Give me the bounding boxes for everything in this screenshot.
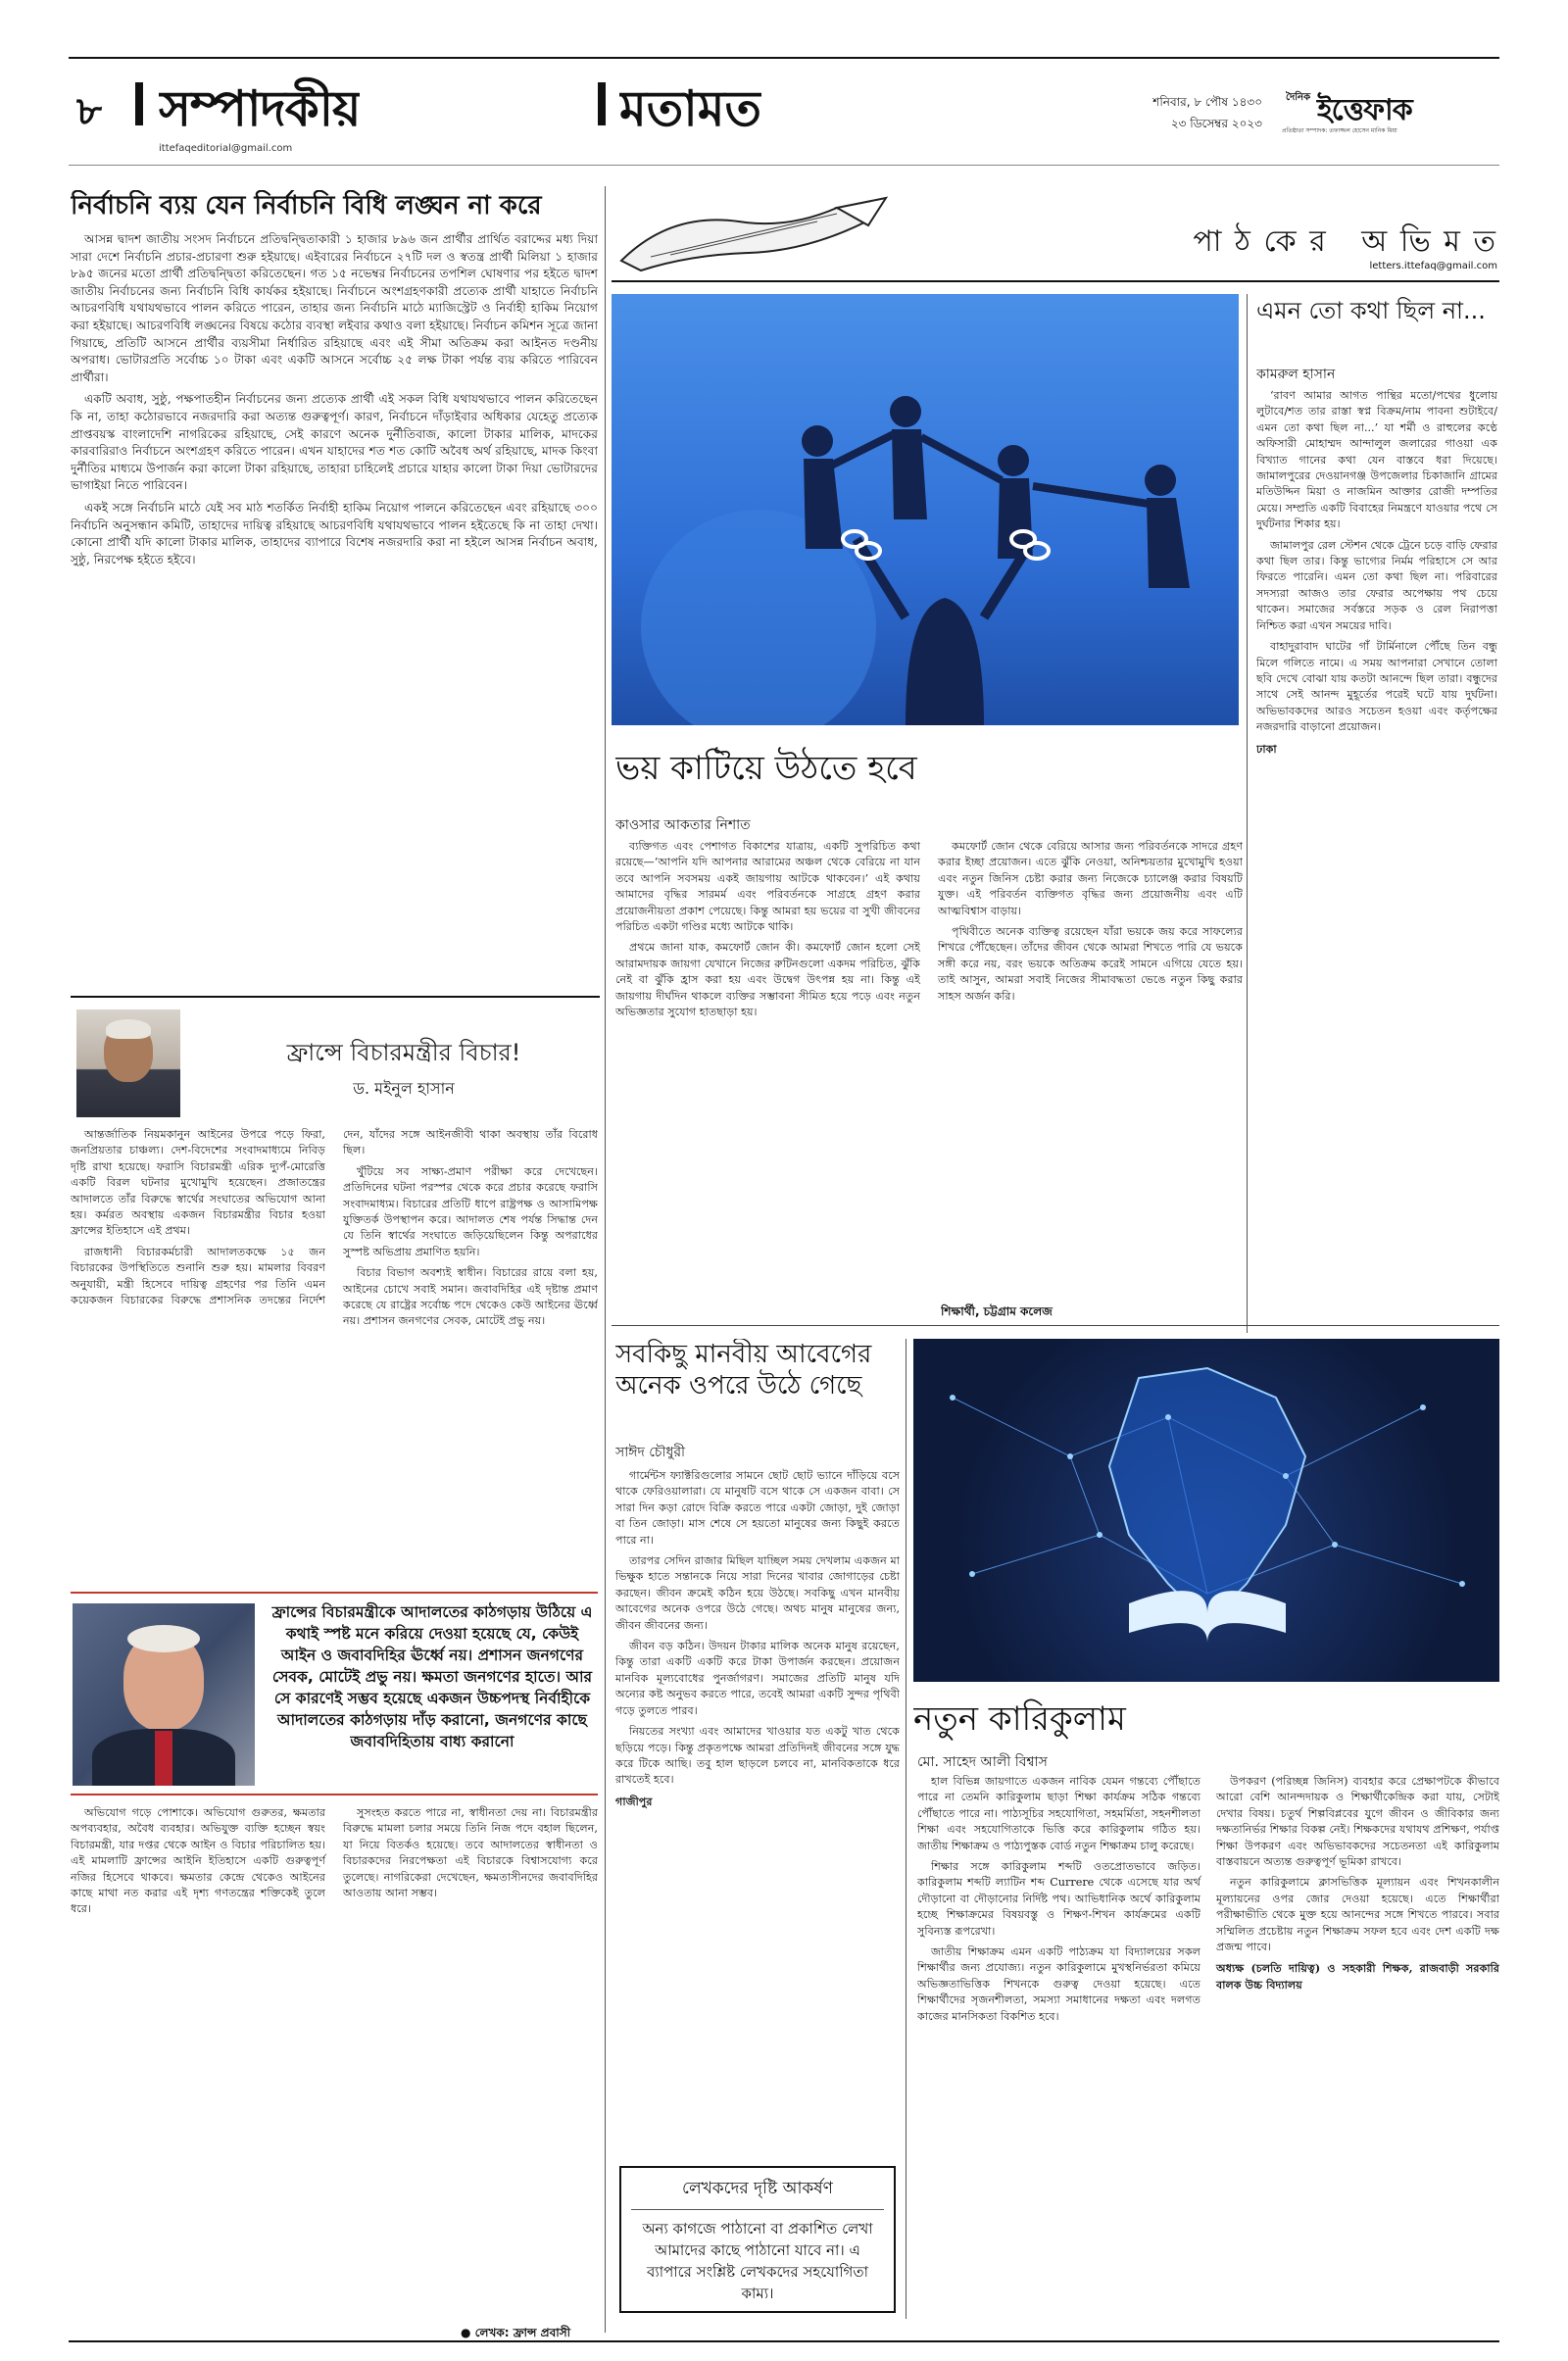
pathoker-header: পা ঠ কে র অ ভি ম ত — [1193, 224, 1497, 259]
curriculum-illustration — [913, 1339, 1499, 1682]
letter4-paragraph: উপকরণ (পরিচ্ছন্ন জিনিস) ব্যবহার করে প্রেক্ষাপটকে কীভাবে আরো বেশি আনন্দদায়ক ও শিক্ষার্থীকেন্দ্রিক করা যায়, সেটাই দেখার বিষয়। চতুর্থ শিল্পবিপ্লবের যুগে জীবন ও জীবিকার জন্য দক্ষতানির্ভর শিক্ষার বিকল্প নেই। শিক্ষকদের যথাযথ প্রশিক্ষণ, পর্যাপ্ত শিক্ষা উপকরণ এবং অভিভাবকদের সচেতনতা এই কারিকুলাম বাস্তবায়নে অত্যন্ত গুরুত্বপূর্ণ ভূমিকা রাখবে। — [1216, 1775, 1499, 1869]
letters-email: letters.ittefaq@gmail.com — [1369, 261, 1497, 271]
letter1-paragraph: পৃথিবীতে অনেক ব্যক্তিত্ব রয়েছেন যাঁরা ভয়কে জয় করে সাফল্যের শিখরে পৌঁছেছেন। তাঁদের জীবন থেকে আমরা শিখতে পারি যে ভয়কে সঙ্গী করে নয়, বরং ভয়কে অতিক্রম করেই সামনে এগিয়ে যেতে হয়। তাই আসুন, আমরা সবাই নিজের সীমাবদ্ধতা ভেঙে নতুন কিছু করার সাহস অর্জন করি। — [938, 925, 1243, 1003]
unity-illustration — [612, 294, 1239, 725]
letter2-paragraph: বাহাদুরাবাদ ঘাটের গাঁ টার্মিনালে পৌঁছে তিন বন্ধু মিলে গলিতে নামে। এ সময় আপনারা সেখানে তোলা ছবি দেখে বোঝা যায় কতটা আনন্দে ছিল তারা। বন্ধুদের সাথে সেই আনন্দ মুহূর্তের পরেই ঘটে যায় দুর্ঘটনা। অভিভাবকদের আরও সচেতন হওয়া এবং কর্তৃপক্ষের নজরদারি বাড়ানো প্রয়োজন। — [1256, 640, 1497, 734]
letter3-author: সাঈদ চৌধুরী — [615, 1445, 686, 1460]
letter2-paragraph: ‘রাবণ আমার আগত পান্থির মতো/পথের ধুলোয় লুটাবে/শত তার রাস্তা স্বপ্ন বিক্রম/নাম পাবনা শুটাইবে/এমন তো কথা ছিল না...’ যা শর্মী ও রাহুলের কণ্ঠে অফিসারী মোহাম্মদ আন্দালুল জলারের গাওয়া এক বিখ্যাত গানের কথা যেন বাস্তবে ধরা দিয়েছে। জামালপুরের দেওয়ানগঞ্জ উপজেলার চিকাজানি গ্রামের মতিউদ্দিন মিয়া ও নাজমিন আক্তার রোজী দম্পতির মেয়ে। সম্প্রতি একটি বিবাহের নিমন্ত্রণে যাওয়ার পথে সে দুর্ঘটনার শিকার হয়। — [1256, 389, 1497, 531]
column-paragraph: আন্তর্জাতিক নিয়মকানুন আইনের উপরে পড়ে ফিরা, জনপ্রিয়তার চাঞ্চল্য। দেশ-বিদেশের সংবাদমাধ্যমে নিবিড় দৃষ্টি রাখা হয়েছে। ফরাসি বিচারমন্ত্রী এরিক দ্যুপঁ-মোরেত্তি একটি বিরল ঘটনার মুখোমুখি হয়েছেন। প্রজাতন্ত্রের আদালতে তাঁর বিরুদ্ধে স্বার্থের সংঘাতের অভিযোগ আনা হয়। কর্মরত অবস্থায় একজন বিচারমন্ত্রীর বিচার হওয়া ফ্রান্সের ইতিহাসে এই প্রথম। — [71, 1128, 325, 1238]
letter1-paragraph: প্রথমে জানা যাক, কমফোর্ট জোন কী। কমফোর্ট জোন হলো সেই আরামদায়ক জায়গা যেখানে নিজের রুটিনগুলো একদম পরিচিত, ঝুঁকি নেই বা ঝুঁকি হ্রাস করা হয় এবং উদ্বেগ উৎপন্ন হয় না। কিন্তু এই জায়গায় দীর্ঘদিন থাকলে ব্যক্তির সম্ভাবনা সীমিত হয়ে পড়ে এবং নতুন অভিজ্ঞতার সুযোগ হাতছাড়া হয়। — [615, 941, 920, 1019]
letter2-body — [1256, 388, 1497, 1337]
letter4-paragraph: হাল বিভিন্ন জায়গাতে একজন নাবিক যেমন গন্তব্যে পৌঁছাতে পারে না তেমনি কারিকুলাম ছাড়া শিক্ষা কার্যক্রম সঠিক গন্তব্যে পৌঁছাতে পারে না। পাঠ্যসূচির সহযোগিতা, সহমর্মিতা, সহনশীলতা শিক্ষা এবং সহযোগিতাকে ভিত্তি করে কারিকুলাম গঠিত হয়। জাতীয় শিক্ষাক্রম ও পাঠ্যপুস্তক বোর্ড নতুন শিক্ষাক্রম চালু করেছে। — [917, 1775, 1200, 1852]
column-headline: ফ্রান্সে বিচারমন্ত্রীর বিচার! — [286, 1039, 521, 1066]
author-photo — [76, 1009, 180, 1117]
date-line-2: ২৩ ডিসেম্বর ২০২৩ — [1170, 117, 1262, 130]
editorial-paragraph: একই সঙ্গে নির্বাচনি মাঠে যেই সব মাঠ শতর্কিত নির্বাহী হাকিম নিয়োগ পালনে করিতেছেন এবং রহিয়াছে ৩০০ নির্বাচনি অনুসন্ধান কমিটি, তাহাদের দায়িত্ব রহিয়াছে আচরণবিধি যথাযথভাবে পালন হইতেছে কি না তাহা দেখা। কোনো প্রার্থী যদি কালো টাকার মালিক, তাহাদের ব্যাপারে বিশেষ নজরদারি করা না হইলে আসন্ন নির্বাচন অবাধ, সুষ্ঠু, নিরপেক্ষ হইতে হইবে। — [71, 500, 598, 566]
masthead-bar-2 — [598, 82, 606, 125]
column-paragraph: খুঁটিয়ে সব সাক্ষ্য-প্রমাণ পরীক্ষা করে দেখেছেন। প্রতিদিনের ঘটনা পরস্পর থেকে করে প্রচার করেছে ফরাসি সংবাদমাধ্যম। বিচারের প্রতিটি ধাপে রাষ্ট্রপক্ষ ও আসামিপক্ষ যুক্তিতর্ক উপস্থাপন করে। আদালত শেষ পর্যন্ত সিদ্ধান্ত দেন যে তিনি স্বার্থের সংঘাতে জড়িয়েছিলেন কিন্তু অপরাধের সুস্পষ্ট অভিপ্রায় প্রমাণিত হয়নি। — [343, 1164, 598, 1258]
logo-name: ইত্তেফাক — [1317, 93, 1412, 127]
letter2-divider — [1247, 294, 1248, 1333]
letter3-signoff: গাজীপুর — [615, 1794, 653, 1808]
quote-rule-bottom — [71, 1794, 598, 1795]
quote-rule-top — [71, 1592, 598, 1594]
letter2-signoff: ঢাকা — [1256, 741, 1277, 756]
page-number: ৮ — [76, 89, 102, 134]
letter1-headline: ভয় কাটিয়ে উঠতে হবে — [615, 749, 917, 788]
column-paragraph: সুসংহত করতে পারে না, স্বাধীনতা দেয় না। বিচারমন্ত্রীর বিরুদ্ধে মামলা চলার সময়ে তিনি নিজ পদে বহাল ছিলেন, যা নিয়ে বিতর্কও হয়েছে। তবে আদালতের স্বাধীনতা ও বিচারকদের নিরপেক্ষতা এই বিচারকে বিশ্বাসযোগ্য করে তুলেছে। নাগরিকেরা দেখেছেন, ক্ষমতাসীনদের জবাবদিহির আওতায় আনা সম্ভব। — [343, 1806, 598, 1900]
letter1-paragraph: ব্যক্তিগত এবং পেশাগত বিকাশের যাত্রায়, একটি সুপরিচিত কথা রয়েছে—‘আপনি যদি আপনার আরামের অঞ্চল থেকে বেরিয়ে না যান তবে আপনি সবসময় একই জায়গায় আটকে থাকবেন।’ এই কথায় আমাদের বৃদ্ধির সারমর্ম এবং পরিবর্তনকে সাগ্রহে গ্রহণ করার প্রয়োজনীয়তা প্রকাশ পেয়েছে। কিন্তু আমরা হয় ভয়ের বা সুখী জীবনের পরিচিত একটা গণ্ডির মধ্যে আটকে থাকি। — [615, 840, 920, 934]
letter2-headline: এমন তো কথা ছিল না... — [1256, 297, 1486, 324]
column-paragraph: রাজধানী বিচারকর্মচারী আদালতকক্ষে ১৫ জন বিচারকের উপস্থিতিতে শুনানি শুরু হয়। মামলার বিবরণ অনুযায়ী, মন্ত্রী হিসেবে দায়িত্ব গ্রহণের পর তিনি এমন কয়েকজন বিচারকের বিরুদ্ধে প্রশাসনিক তদন্তের নির্দেশ দেন, যাঁদের সঙ্গে আইনজীবী থাকা অবস্থায় তাঁর বিরোধ ছিল। — [71, 1128, 598, 1307]
letter2-paragraph: জামালপুর রেল স্টেশন থেকে ট্রেনে চড়ে বাড়ি ফেরার কথা ছিল তার। কিন্তু ভাগ্যের নির্মম পরিহাসে সে আর ফিরতে পারেনি। এমন তো কথা ছিল না। পরিবারের সদস্যরা আজও তার ফেরার অপেক্ষায় পথ চেয়ে থাকেন। সমাজের সর্বস্তরে সড়ক ও রেল নিরাপত্তা নিশ্চিত করা এখন সময়ের দাবি। — [1256, 538, 1497, 632]
top-rule — [69, 57, 1499, 59]
subsection-title: মতামত — [619, 80, 762, 137]
notice-title: লেখকদের দৃষ্টি আকর্ষণ — [631, 2176, 884, 2210]
letter3-paragraph: তারপর সেদিন রাজার মিছিল যাচ্ছিল সময় দেখলাম একজন মা ভিক্ষুক হাতে সন্তানকে নিয়ে সারা দিনের খাবার জোগাড়ের চেষ্টা করছেন। জীবন ক্রমেই কঠিন হয়ে উঠছে। সবকিছু এখন মানবীয় আবেগের অনেক ওপরে উঠে গেছে। অথচ মানুষ মানুষের জন্য, জীবন জীবনের জন্য। — [615, 1554, 900, 1632]
letter4-paragraph: শিক্ষার সঙ্গে কারিকুলাম শব্দটি ওতপ্রোতভাবে জড়িত। কারিকুলাম শব্দটি ল্যাটিন শব্দ Currere থেকে এসেছে যার অর্থ দৌড়ানো বা দৌড়ানোর নির্দিষ্ট পথ। আভিধানিক অর্থে কারিকুলাম হচ্ছে শিক্ষাক্রমের বিষয়বস্তু ও শিক্ষণ-শিখন কার্যক্রমের একটি সুবিন্যস্ত রূপরেখা। — [917, 1860, 1200, 1938]
editorial-end-rule — [71, 996, 600, 998]
column-paragraph: বিচার বিভাগ অবশ্যই স্বাধীন। বিচারের রায়ে বলা হয়, আইনের চোখে সবাই সমান। জবাবদিহির এই দৃষ্টান্ত প্রমাণ করেছে যে রাষ্ট্রের সর্বোচ্চ পদে থেকেও কেউ আইনের ঊর্ধ্বে নয়। প্রশাসন জনগণের সেবক, মোটেই প্রভু নয়। — [343, 1266, 598, 1328]
letter1-paragraph: কমফোর্ট জোন থেকে বেরিয়ে আসার জন্য পরিবর্তনকে সাদরে গ্রহণ করার ইচ্ছা প্রয়োজন। এতে ঝুঁকি নেওয়া, অনিশ্চয়তার মুখোমুখি হওয়া এবং নতুন জিনিস চেষ্টা করার জন্য নিজেকে চ্যালেঞ্জ করার বিষয়টি যুক্ত। এই পরিবর্তন ব্যক্তিগত বৃদ্ধির জন্য প্রয়োজনীয় এবং এটি আত্মবিশ্বাস বাড়ায়। — [938, 840, 1243, 917]
letter4-body — [917, 1774, 1499, 2323]
column-body-bottom — [71, 1805, 598, 2313]
letter1-author: কাওসার আকতার নিশাত — [615, 817, 751, 833]
letter4-paragraph: জাতীয় শিক্ষাক্রম এমন একটি পাঠ্যক্রম যা বিদ্যালয়ের সকল শিক্ষার্থীর জন্য প্রযোজ্য। নতুন কারিকুলামে মুখস্থনির্ভরতা কমিয়ে অভিজ্ঞতাভিত্তিক শিখনকে গুরুত্ব দেওয়া হয়েছে। এতে শিক্ষার্থীদের সৃজনশীলতা, সমস্যা সমাধানের দক্ষতা এবং দলগত কাজের মানসিকতা বিকশিত হবে। — [917, 1945, 1200, 2023]
newspaper-logo — [1282, 88, 1499, 137]
letter3-paragraph: গার্মেন্টস ফ্যাক্টরিগুলোর সামনে ছোট ছোট ভ্যানে দাঁড়িয়ে বসে থাকে ফেরিওয়ালারা। যে মানুষটি বসে থাকে সে একজন বাবা। সে সারা দিন কড়া রোদে বিক্রি করতে পারে একটা জোড়া, দুই জোড়া বা তিন জোড়া। মাস শেষে সে হয়তো মানুষের জন্য কিছুই করতে পারে না। — [615, 1469, 900, 1547]
editorial-headline: নির্বাচনি ব্যয় যেন নির্বাচনি বিধি লঙ্ঘন না করে — [71, 191, 542, 221]
date-line-1: শনিবার, ৮ পৌষ ১৪৩০ — [1152, 95, 1262, 109]
column-author: ড. মইনুল হাসান — [353, 1079, 455, 1098]
column-divider — [605, 186, 606, 2333]
masthead-divider — [69, 165, 1499, 166]
section-title: সম্পাদকীয় — [159, 80, 361, 137]
letter4-headline: নতুন কারিকুলাম — [913, 1699, 1126, 1739]
letter3-body — [615, 1468, 900, 2174]
column-body-top — [71, 1127, 598, 1588]
letter4-signoff: অধ্যক্ষ (চলতি দায়িত্ব) ও সহকারী শিক্ষক, রাজবাড়ী সরকারি বালক উচ্চ বিদ্যালয় — [1216, 1961, 1499, 1992]
logo-small: দৈনিক — [1286, 92, 1311, 103]
editorial-body — [71, 231, 598, 986]
logo-tagline: প্রতিষ্ঠাতা সম্পাদক: তফাজ্জল হোসেন মানিক মিয়া — [1282, 127, 1397, 134]
letter3-paragraph: জীবন বড় কঠিন। উদয়ন টাকার মালিক অনেক মানুষ রয়েছেন, কিন্তু তারা একটি একটি করে টাকা উপার্জন করছেন। প্রয়োজন মানবিক মূল্যবোধের পুনর্জাগরণ। সমাজের প্রতিটি মানুষ যদি অন্যের কষ্ট অনুভব করতে পারে, তবেই আমরা একটি সুন্দর পৃথিবী গড়ে তুলতে পারব। — [615, 1640, 900, 1717]
pathoker-rule — [612, 280, 1499, 282]
letter3-headline: সবকিছু মানবীয় আবেগের অনেক ওপরে উঠে গেছে — [615, 1340, 872, 1401]
letter3-paragraph: নিয়তের সংখ্যা এবং আমাদের খাওয়ার যত একটু খাত থেকে ছড়িয়ে পড়ে। কিন্তু প্রকৃতপক্ষে আমরা প্রতিদিনই জীবনের সঙ্গে যুদ্ধ করে টিকে আছি। তবু হাল ছাড়লে চলবে না, মানবিকতাকে ধরে রাখতেই হবে। — [615, 1725, 900, 1787]
notice-text: অন্য কাগজে পাঠানো বা প্রকাশিত লেখা আমাদের কাছে পাঠানো যাবে না। এ ব্যাপারে সংশ্লিষ্ট লেখকদের সহযোগিতা কাম্য। — [642, 2220, 873, 2302]
writers-notice — [619, 2166, 896, 2313]
letter1-body — [615, 821, 1243, 1303]
letter1-signoff: শিক্ষার্থী, চট্টগ্রাম কলেজ — [941, 1304, 1053, 1318]
masthead-bar — [135, 82, 143, 125]
column-footer: ● লেখক: ফ্রান্স প্রবাসী — [461, 2326, 571, 2339]
editorial-paragraph: একটি অবাধ, সুষ্ঠু, পক্ষপাতহীন নির্বাচনের জন্য প্রত্যেক প্রার্থী এই সকল বিধি যথাযথভাবে পালন করিতেছেন কি না, তাহা কঠোরভাবে নজরদারি করা অত্যন্ত গুরুত্বপূর্ণ। কারণ, নির্বাচনে দাঁড়াইবার অধিকার যেহেতু প্রত্যেক প্রাপ্তবয়স্ক বাংলাদেশি নাগরিকের রহিয়াছে, সেই কারণে অনেক দুর্নীতিবাজ, কালো টাকার মালিক, মাদকের কারবারিরাও নির্বাচনে অংশগ্রহণ করিতে পারেন। এখন যাহাদের শত শত কোটি অবৈধ অর্থ রহিয়াছে, মাদক কিংবা দুর্নীতির মাধ্যমে উপার্জন করা কালো টাকা রহিয়াছে, তাহারা চাহিলেই প্রচারে যাহার কালো টাকা দিয়া ভোটারদের ভাগাইয়া নিতে পারিবেন। — [71, 392, 598, 493]
pathoker-sketch — [612, 192, 906, 276]
editorial-paragraph: আসন্ন দ্বাদশ জাতীয় সংসদ নির্বাচনে প্রতিদ্বন্দ্বিতাকারী ১ হাজার ৮৯৬ জন প্রার্থীর প্রার্থিত বরাদ্দের মধ্য দিয়া সারা দেশে নির্বাচনি প্রচার-প্রচারণা শুরু হইয়াছে। এইবারের নির্বাচনে ২৭টি দল ও স্বতন্ত্র প্রার্থী মিলিয়া ১ হাজার ৮৯৫ জনের মতো প্রার্থী প্রতিদ্বন্দ্বিতা করিতেছেন। গত ১৫ নভেম্বর নির্বাচনের তপশিল ঘোষণার পর হইতে দ্বাদশ জাতীয় নির্বাচনের জন্য নির্বাচনি বিধি কার্যকর হইয়াছে। নির্বাচনে অংশগ্রহণকারী প্রত্যেক প্রার্থী যাহাতে নির্বাচনি আচরণবিধি যথাযথভাবে পালন করিতে পারেন, তাহার জন্য নির্বাচনি মাঠে ম্যাজিস্ট্রেট ও নির্বাহী হাকিম নিয়োগ করা হইয়াছে। আচরণবিধি লঙ্ঘনের বিষয়ে কঠোর ব্যবস্থা লইবার কথাও বলা হইয়াছে। নির্বাচন কমিশন সূত্রে জানা গিয়াছে, প্রতিটি আসনে প্রার্থীর ব্যয়সীমা নির্ধারিত রহিয়াছে এবং এই সীমা অতিক্রম করা আইনত দণ্ডনীয় অপরাধ। ভোটারপ্রতি সর্বোচ্চ ১০ টাকা এবং একটি আসনে সর্বোচ্চ ২৫ লক্ষ টাকা পর্যন্ত ব্যয় করিতে পারিবেন প্রার্থীরা। — [71, 232, 598, 384]
bottom-rule — [69, 2340, 1499, 2342]
letter2-author: কামরুল হাসান — [1256, 367, 1336, 382]
letter4-paragraph: নতুন কারিকুলামে ক্লাসভিত্তিক মূল্যায়ন এবং শিখনকালীন মূল্যায়নের ওপর জোর দেওয়া হয়েছে। এতে শিক্ষার্থীরা পরীক্ষাভীতি থেকে মুক্ত হয়ে আনন্দের সঙ্গে শিখতে পারবে। সবার সম্মিলিত প্রচেষ্টায় নতুন শিক্ষাক্রম সফল হবে এবং দেশ একটি দক্ষ প্রজন্ম পাবে। — [1216, 1876, 1499, 1954]
letter4-author: মো. সাহেদ আলী বিশ্বাস — [917, 1754, 1048, 1770]
letters-mid-rule — [612, 1325, 1499, 1326]
pull-quote: ফ্রান্সের বিচারমন্ত্রীকে আদালতের কাঠগড়ায় উঠিয়ে এ কথাই স্পষ্ট মনে করিয়ে দেওয়া হয়েছে যে, কেউই আইন ও জবাবদিহির ঊর্ধ্বে নয়। প্রশাসন জনগণের সেবক, মোটেই প্রভু নয়। ক্ষমতা জনগণের হাতে। আর সে কারণেই সম্ভব হয়েছে একজন উচ্চপদস্থ নির্বাহীকে আদালতের কাঠগড়ায় দাঁড় করানো, জনগণের কাছে জবাবদিহিতায় বাধ্য করানো — [271, 1603, 593, 1750]
minister-photo — [73, 1603, 255, 1786]
column-paragraph: অভিযোগ গড়ে পোশাকে। অভিযোগ গুরুতর, ক্ষমতার অপব্যবহার, অবৈধ ব্যবহার। অভিযুক্ত ব্যক্তি হচ্ছেন স্বয়ং বিচারমন্ত্রী, যার দপ্তর থেকে আইন ও বিচার পরিচালিত হয়। এই মামলাটি ফ্রান্সের আইনি ইতিহাসে একটি গুরুত্বপূর্ণ নজির হিসেবে থাকবে। ক্ষমতার কেন্দ্রে থেকেও আইনের কাছে মাথা নত করার এই দৃশ্য গণতন্ত্রের শক্তিকেই তুলে ধরে। — [71, 1806, 325, 1916]
editorial-email: ittefaqeditorial@gmail.com — [159, 143, 293, 154]
